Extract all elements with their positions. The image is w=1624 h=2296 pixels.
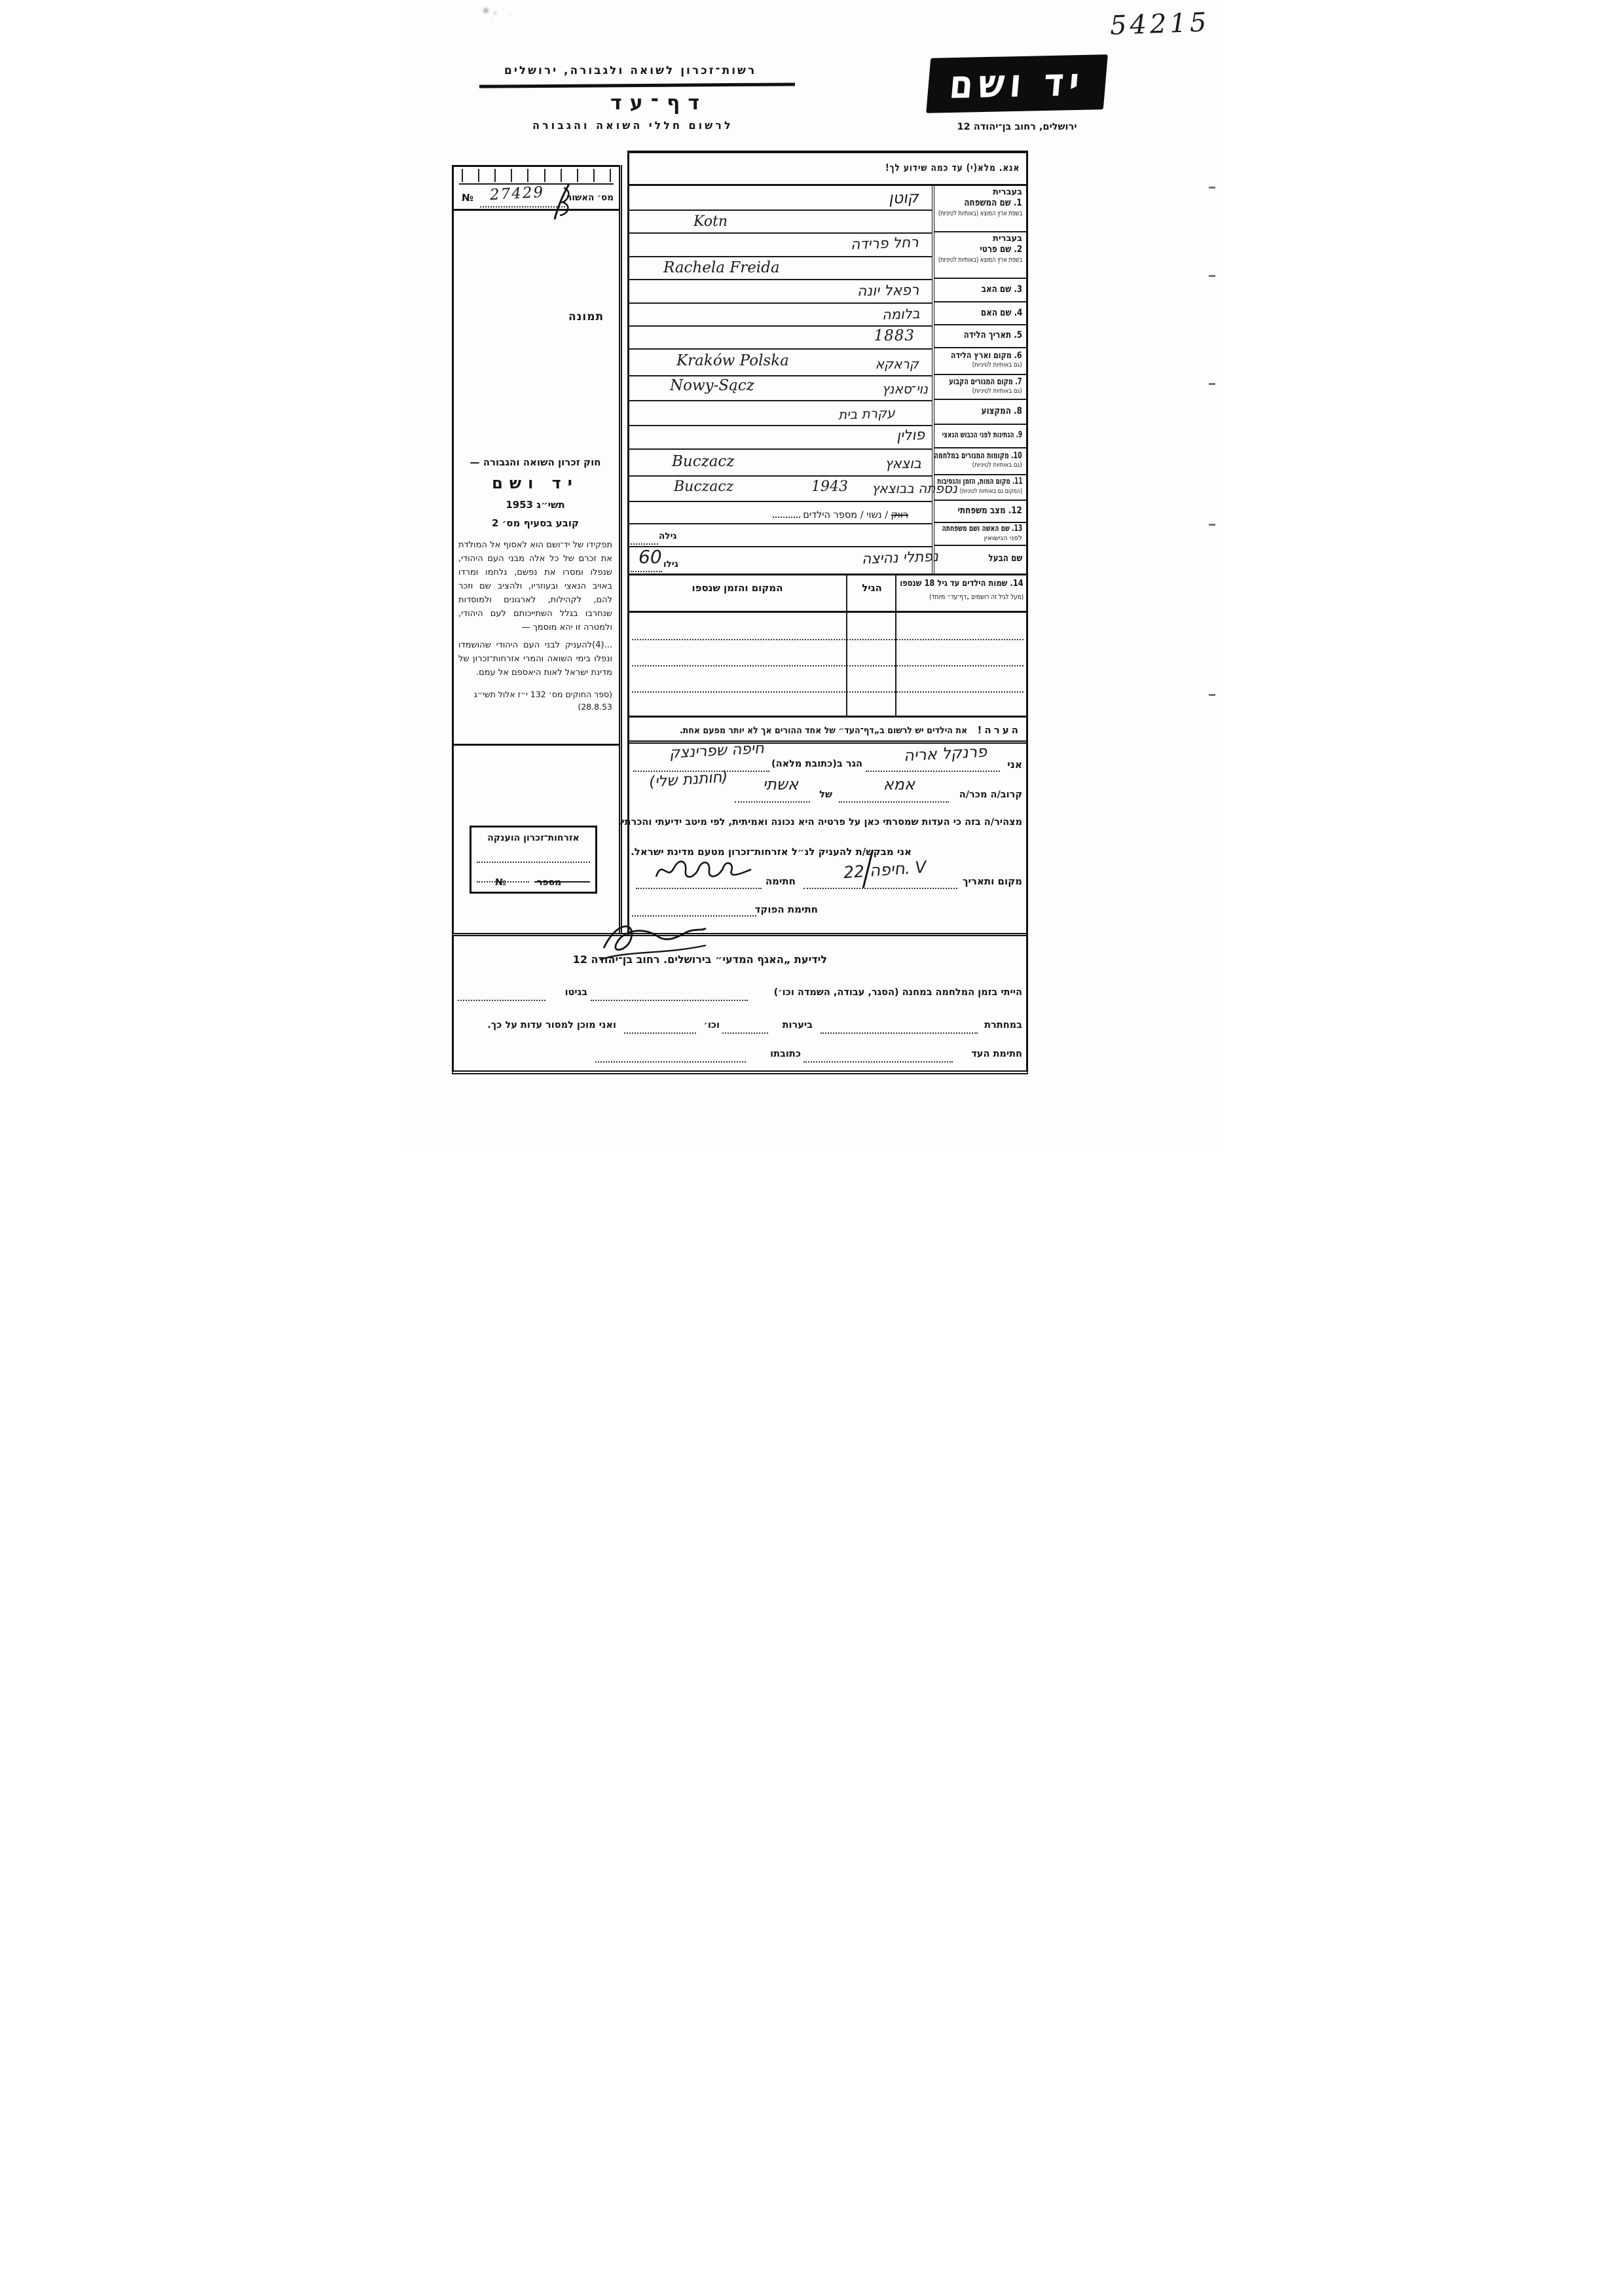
field-6-sub: (גם באותיות לטיניות)	[972, 361, 1022, 369]
her-age-line	[631, 543, 658, 545]
field-12-option-struck: רווק	[891, 510, 908, 520]
her-age-label: גילה	[659, 531, 677, 541]
field-10-label: 10. מקומות המגורים במלחמה	[934, 450, 1022, 461]
relation-line	[839, 801, 949, 803]
field-10-sub: (גם באותיות לטיניות)	[972, 461, 1022, 469]
field-13-sub: לפני הנישואין	[984, 534, 1022, 542]
field-1-lang: בעברית	[992, 187, 1022, 197]
write-line	[629, 425, 932, 426]
header-underline	[479, 82, 795, 88]
field-12-options-rest: / נשוי / מספר הילדים	[803, 510, 889, 520]
field-7-label: 7. מקום המגורים הקבוע	[949, 376, 1022, 387]
law-name: יד ושם	[492, 474, 579, 492]
ghetto-label: בגיטו	[564, 987, 587, 998]
field-5-label-cell	[934, 325, 1026, 348]
field-10-label-cell	[934, 448, 1026, 475]
address-handwriting: חיפה שפרינצק	[669, 740, 765, 762]
testimony-page-scan	[406, 0, 1218, 1148]
field-9-label: 9. הנתינות לפני הכבוש הנאצי	[942, 430, 1022, 440]
field-2-value-hebrew: רחל פרידה	[850, 234, 919, 253]
note-label: הערה!	[977, 724, 1021, 736]
field-7-value-latin: Nowy-Sącz	[670, 377, 754, 394]
memorial-citizenship-box	[470, 826, 597, 894]
write-line	[629, 232, 932, 234]
field-13-label: 13. שם האשה ושם משפחתה	[942, 524, 1022, 534]
field-3-label: 3. שם האב	[981, 284, 1022, 295]
form-subtitle: לרשום חללי השואה והגבורה	[532, 119, 733, 132]
photo-label: תמונה	[568, 310, 604, 323]
field-1-value-latin: Kotn	[693, 213, 728, 230]
age-column-header: הגיל	[862, 582, 882, 594]
declarant-name-line	[866, 771, 1000, 772]
of-handwriting: אשתי	[762, 775, 798, 793]
field-9-label-cell	[934, 425, 1026, 448]
field-2-label-cell	[934, 232, 1026, 279]
field-1-label: 1. שם המשפחה	[964, 198, 1022, 209]
camp-line	[591, 1000, 748, 1001]
field-9-value-hebrew: פולין	[896, 426, 925, 445]
margin-mark	[1209, 383, 1215, 385]
relation-note-handwriting: (חותנת שלי)	[648, 768, 729, 792]
number-symbol: №	[462, 192, 474, 204]
write-line	[629, 475, 932, 477]
witness-signature-line	[803, 1061, 953, 1063]
field-7-value-hebrew: נוי־סאנץ	[881, 381, 928, 397]
his-age-handwriting: 60	[638, 546, 662, 568]
table-row-line	[632, 665, 1024, 666]
witness-signature-label: חתימת העד	[971, 1049, 1022, 1059]
write-line	[629, 302, 932, 304]
declaration-statement: מצהיר/ה בזה כי העדות שמסרתי כאן על פרטיה היא נכונה ואמיתית, לפי מיטב ידיעתי והכרתי.	[618, 817, 1022, 828]
pen-flourish	[549, 183, 576, 221]
field-12-options	[773, 509, 908, 520]
children-table-title-cell	[898, 578, 1024, 601]
field-6-label-cell	[934, 348, 1026, 375]
org-line: רשות־זכרון לשואה ולגבורה, ירושלים	[504, 64, 757, 77]
instruction-row	[629, 153, 1026, 186]
tick-strip	[459, 169, 614, 185]
table-row-line	[632, 639, 1024, 640]
field-6-value-latin: Kraków Polska	[676, 352, 789, 369]
write-line	[629, 210, 932, 211]
his-age-label: גילו	[663, 559, 678, 570]
field-2-label: 2. שם פרטי	[980, 244, 1022, 255]
write-line	[629, 448, 932, 450]
table-divider	[895, 575, 896, 716]
husband-label-cell	[934, 546, 1026, 574]
of-label: של	[819, 790, 832, 800]
field-8-label-cell	[934, 400, 1026, 425]
field-4-label: 4. שם האם	[980, 308, 1022, 318]
logo-text: יד ושם	[948, 60, 1086, 108]
husband-name-handwriting: נפתלי נהיצה	[861, 548, 939, 568]
field-10-value-hebrew: בוצאץ	[885, 456, 921, 471]
sidebar-divider	[454, 744, 619, 746]
scientific-branch-section	[452, 933, 1028, 1074]
law-body-2: ...(4)להעניק לבני העם היהודי שהושמדו ונפלו בימי השואה והמרי אזרחות־זכרון של מדינת ישראל לאות היאספם אל עמם.	[458, 640, 612, 678]
relation-label: קרוב/ה מכר/ה	[959, 790, 1022, 800]
margin-mark	[1209, 524, 1215, 526]
note-row	[629, 718, 1026, 744]
of-line	[735, 801, 810, 803]
field-4-label-cell	[934, 302, 1026, 325]
etc-label: וכו׳	[703, 1020, 720, 1030]
field-11-value-hebrew: נספתה בבוצאץ	[872, 481, 957, 496]
bottom-section-title: לידיעת „האגף המדעי״ בירושלים. רחוב בן־יהודה 12	[572, 953, 827, 966]
field-1-sub: בשפת ארץ המוצא (באותיות לטיניות)	[938, 208, 1022, 217]
field-1-value-hebrew: קוטן	[888, 188, 919, 208]
children-table-subtitle: (מעל לגיל זה רושמים „דף־עד״ מיוחד)	[929, 592, 1024, 601]
left-column	[452, 165, 622, 933]
witness-address-label: כתובתו	[770, 1049, 801, 1059]
forests-label: ביערות	[782, 1020, 813, 1030]
write-line	[629, 325, 932, 327]
field-3-value-hebrew: רפאל יונה	[857, 282, 919, 300]
forests-line	[722, 1032, 768, 1034]
law-citation: (ספר החוקים מס׳ 132 י״ז אלול תשי״ג 28.8.53)	[473, 689, 612, 712]
margin-mark	[1209, 694, 1215, 696]
write-line	[629, 501, 932, 502]
residence-label: הגר ב(כתובת מלאה)	[771, 759, 862, 769]
field-12-label: 12. מצב משפחתי	[957, 505, 1022, 516]
certificate-number-label: מס׳ האשור	[566, 192, 614, 203]
field-11-value-latin: Buczacz	[674, 479, 734, 495]
write-line	[629, 523, 932, 524]
signature-line	[636, 888, 762, 889]
field-1-label-cell	[934, 186, 1026, 232]
field-8-label: 8. המקצוע	[981, 406, 1022, 416]
table-row-line	[632, 691, 1024, 693]
ready-to-testify-label: ואני מוכן למסור עדות על כך.	[487, 1020, 616, 1030]
field-7-sub: (גם באותיות לטיניות)	[972, 387, 1022, 395]
write-line	[629, 546, 932, 547]
law-heading: חוק זכרון השואה והגבורה —	[470, 456, 601, 468]
field-7-label-cell	[934, 375, 1026, 400]
field-label-column	[932, 186, 1026, 574]
field-10-value-latin: Buczacz	[672, 453, 735, 470]
memorial-number-label: מספר	[537, 877, 562, 888]
place-date-line	[803, 888, 957, 889]
underground-label: במחתרת	[984, 1020, 1022, 1030]
note-text: את הילדים יש לרשום ב„דף־העד״ של אחד ההורים אך לא יותר מפעם אחת.	[680, 725, 968, 736]
field-6-label: 6. מקום וארץ הלידה	[951, 350, 1022, 361]
table-divider	[846, 575, 847, 716]
certificate-number-box	[454, 165, 619, 211]
witness-address-line	[595, 1061, 746, 1063]
instruction-text: אנא. מלא(י) עד כמה שידוע לך!	[885, 162, 1020, 173]
underground-line	[821, 1032, 978, 1034]
field-2-lang: בעברית	[992, 234, 1022, 244]
field-2-sub: בשפת ארץ המוצא (באותיות לטיניות)	[938, 255, 1022, 264]
write-line	[629, 400, 932, 401]
form-title: דף־עד	[610, 92, 707, 115]
declarant-i-label: אני	[1007, 759, 1022, 771]
camp-label: הייתי בזמן המלחמה במחנה (הסגר, עבודה, השמדה וכו׳)	[773, 987, 1022, 998]
place-date-label: מקום ותאריך	[962, 875, 1022, 887]
law-section: קובע בסעיף מס׳ 2	[491, 517, 579, 529]
write-line	[629, 375, 932, 376]
file-number-handwriting: 54215	[1109, 7, 1211, 41]
place-column-header: המקום והזמן שנספו	[692, 582, 783, 594]
field-2-value-latin: Rachela Freida	[663, 259, 780, 276]
field-4-value-hebrew: בלומה	[881, 305, 921, 323]
etc-line	[624, 1032, 696, 1034]
field-11-year: 1943	[811, 479, 848, 495]
declarant-name-handwriting: פרנקל אריה	[903, 742, 987, 765]
write-line	[629, 256, 932, 257]
memorial-number-symbol: №	[495, 877, 506, 888]
logo-address: ירושלים, רחוב בן־יהודה 12	[957, 122, 1077, 132]
law-year: תשי״ג 1953	[506, 499, 565, 511]
certificate-number-handwriting: 27429	[489, 183, 545, 204]
scan-smudge	[483, 8, 489, 13]
signature-label: חתימה	[765, 875, 796, 887]
field-6-value-hebrew: קראקא	[875, 356, 919, 372]
write-line	[629, 348, 932, 350]
his-age-line	[631, 571, 662, 572]
law-body-1: תפקידו של יד־ושם הוא לאסוף אל המולדת את זכרם של כל אלה מבני העם היהודי, שנפלו ומסרו את נפשם, נלחמו ומרדו באויב הנאצי ובעוזריו, ולהציב שם וזכר להם, לקהילות, לארגונים ולמוסדות שנחרבו בגלל השתייכותם לעם היהודי, ולמטרה זו יהא מוסמך —	[458, 540, 612, 633]
field-3-label-cell	[934, 279, 1026, 302]
place-date-handwriting: חיפה 22. V	[843, 857, 927, 883]
law-sidebar	[458, 456, 612, 714]
field-11-label: 11. מקום המות, הזמן והנסיבות	[936, 477, 1022, 486]
relation-handwriting: אמא	[883, 775, 915, 793]
margin-mark	[1209, 187, 1215, 189]
main-form	[618, 151, 1028, 936]
field-5-label: 5. תאריך הלידה	[963, 330, 1022, 340]
yad-vashem-logo	[926, 54, 1108, 113]
field-5-value: 1883	[874, 327, 915, 344]
children-table-title: 14. שמות הילדים עד גיל 18 שנספו	[900, 578, 1024, 589]
children-table	[629, 574, 1026, 718]
memorial-box-title: אזרחות־זכרון הוענקה	[487, 833, 580, 843]
field-12-label-cell	[934, 501, 1026, 523]
memorial-line	[477, 862, 590, 863]
margin-mark	[1209, 275, 1215, 277]
husband-label: שם הבעל	[988, 553, 1022, 564]
clerk-signature-label: חתימת הפוקד	[754, 903, 818, 915]
write-line	[629, 279, 932, 280]
field-8-value-hebrew: עקרת בית	[838, 405, 896, 423]
signature-scribble	[653, 854, 754, 886]
declaration-request: אני מבקש/ת להעניק לנ״ל אזרחות־זכרון מטעם מדינת ישראל.	[631, 846, 912, 858]
ghetto-line	[458, 1000, 545, 1001]
field-13-label-cell	[934, 523, 1026, 546]
field-11-sub: (המקום גם באותיות לטיניות)	[959, 486, 1022, 495]
